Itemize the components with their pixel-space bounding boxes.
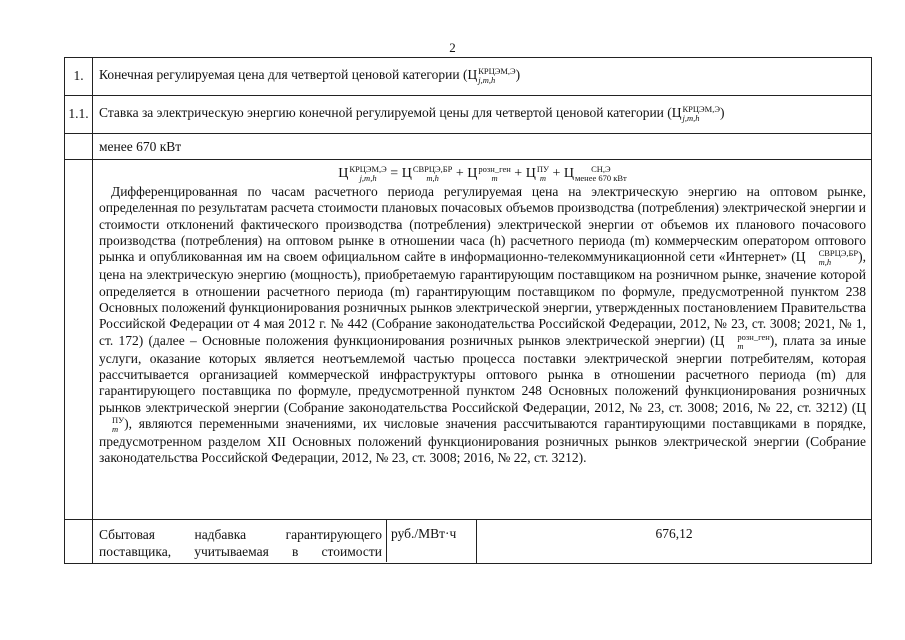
empty-number-cell	[65, 520, 93, 563]
markup-cells	[93, 520, 871, 563]
price-symbol	[683, 105, 720, 123]
formula-base: Ц	[338, 166, 349, 181]
formula-row	[64, 159, 872, 519]
price-formula	[99, 164, 866, 184]
symbol-superscript: КРЦЭМ,Э	[682, 104, 720, 114]
section-row-1-1	[64, 95, 872, 133]
symbol-subscript: j,m,h	[478, 75, 496, 85]
formula-term: Ц СВРЦЭ,БР m,h	[401, 163, 453, 183]
section-title-text: Ставка за электрическую энергию конечной регулируемой цены для четвертой ценовой категории (Ц	[99, 105, 682, 121]
subcategory-row	[64, 133, 872, 159]
section-title	[93, 96, 871, 133]
formula-sup: КРЦЭМ,Э	[349, 163, 387, 174]
markup-row	[64, 519, 872, 564]
section-title	[93, 58, 871, 95]
section-number: 1.	[65, 58, 93, 95]
empty-number-cell	[65, 160, 93, 519]
formula-term: + Ц ПУ m	[510, 163, 549, 183]
formula-cell	[93, 160, 871, 519]
formula-equals: =	[386, 166, 402, 181]
formula-term: + Ц СН,Э менее 670 кВт	[548, 163, 627, 183]
markup-unit: руб./МВт·ч	[387, 520, 477, 563]
formula-term: + Ц розн_ген m	[452, 163, 511, 183]
markup-value: 676,12	[655, 526, 693, 541]
section-row-1	[64, 57, 872, 95]
tariff-table	[64, 57, 872, 564]
formula-lhs	[338, 163, 387, 183]
empty-number-cell	[65, 134, 93, 159]
closing-paren: )	[515, 67, 521, 83]
markup-label: Сбытовая надбавка гарантирующего поставщика, учитываемая в стоимости	[93, 520, 387, 562]
section-number: 1.1.	[65, 96, 93, 133]
price-symbol	[478, 67, 515, 85]
subcategory-label: менее 670 кВт	[99, 139, 182, 154]
section-title-text: Конечная регулируемая цена для четвертой ценовой категории (Ц	[99, 67, 478, 83]
symbol-superscript: КРЦЭМ,Э	[478, 66, 516, 76]
formula-explanation: Дифференцированная по часам расчетного периода регулируемая цена на электрическую энергию на оптовом рынке, определенная по результатам расчета стоимости плановых почасовых объемов производства (потребления) электрической энергии и стоимости отклонений фактического производства (потребления) электрической энергии от объемов их планового почасового производства (потребления) на оптовом рынке в отношении часа (h) расчетного периода (m) коммерческим оператором оптового рынка и опубликованная им на своем официальном сайте в информационно-телекоммуникационной сети «Интернет» (Ц СВРЦЭ,БР m,h ), цена на электрическую энергию (мощность), приобретаемую гарантирующим поставщиком на розничном рынке, значение которой определяется в отношении расчетного периода (m) гарантирующим поставщиком по формуле, предусмотренной пунктом 238 Основных положений функционирования розничных рынков электрической энергии, утвержденных постановлением Правительства Российской Федерации от 4 мая 2012 г. № 442 (Собрание законодательства Российской Федерации, 2012, № 23, ст. 3008; 2021, № 1, ст. 172) (далее – Основные положения функционирования розничных рынков электрической энергии) (Ц розн_ген m ), плата за иные услуги, оказание которых является неотъемлемой частью процесса поставки электрической энергии потребителям, которая рассчитывается организацией коммерческой инфраструктуры оптового рынка в отношении расчетного периода (m) для гарантирующего поставщика по формуле, предусмотренной пунктом 248 Основных положений функционирования розничных рынков электрической энергии (Собрание законодательства Российской Федерации, 2012, № 23, ст. 3008; 2016, № 22, ст. 3212) (Ц ПУ m ), являются переменными значениями, их числовые значения рассчитываются гарантирующими поставщиками в порядке, предусмотренном разделом XII Основных положений функционирования розничных рынков электрической энергии (Собрание законодательства Российской Федерации, 2012, № 23, ст. 3008; 2016, № 22, ст. 3212).	[99, 184, 866, 466]
symbol-subscript: j,m,h	[682, 113, 700, 123]
closing-paren: )	[719, 105, 725, 121]
formula-sub: j,m,h	[359, 172, 377, 183]
page-number: 2	[449, 40, 456, 55]
